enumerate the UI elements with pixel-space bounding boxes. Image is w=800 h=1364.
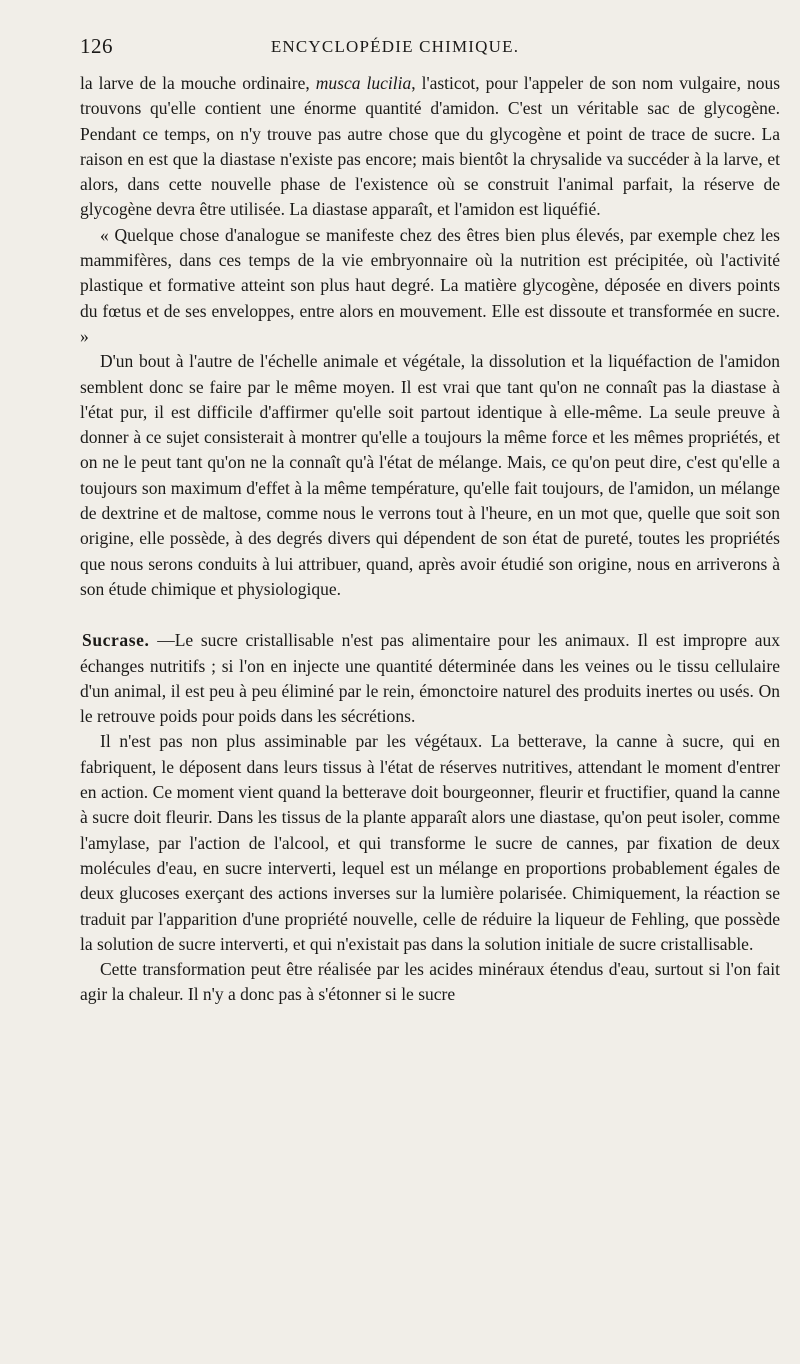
- paragraph-transformation: Cette transformation peut être réalisée par les acides minéraux étendus d'eau, surtout si l'on fait agir la chaleur. Il n'y a donc pas à s'étonner si le sucre: [80, 959, 780, 1005]
- running-title: ENCYCLOPÉDIE CHIMIQUE.: [270, 37, 520, 56]
- paragraph-larva-text-a: la larve de la mouche ordinaire,: [80, 73, 316, 93]
- section-heading-sucrase: Sucrase.: [82, 630, 150, 651]
- page-number: 126: [80, 34, 113, 58]
- body-text: [80, 71, 780, 1008]
- paragraph-larva: [80, 71, 780, 223]
- paragraph-larva-text-b: , l'asticot, pour l'appeler de son nom vulgaire, nous trouvons qu'elle contient une énorme quantité d'amidon. C'est un véritable sac de glycogène. Pendant ce temps, on n'y trouve pas autre chose que du glycogène et point de trace de sucre. La raison en est que la diastase n'existe pas encore; mais bientôt la chrysalide va succéder à la larve, et alors, dans cette nouvelle phase de l'existence où se construit l'animal parfait, la réserve de glycogène devra être utilisée. La diastase apparaît, et l'amidon est liquéfié.: [80, 73, 781, 220]
- paragraph-sucrase: [80, 628, 780, 729]
- latin-species-name: musca lucilia: [315, 73, 412, 93]
- paragraph-sucrase-text: —Le sucre cristallisable n'est pas alimentaire pour les animaux. Il est impropre aux échanges nutritifs ; si l'on en injecte une quantité déterminée dans les veines ou le tissu cellulaire d'un animal, il est peu à peu éliminé par le rein, émonctoire naturel des produits inertes ou usés. On le retrouve poids pour poids dans les sécrétions.: [80, 630, 780, 727]
- paragraph-quotation: « Quelque chose d'analogue se manifeste chez des êtres bien plus élevés, par exemple chez les mammifères, dans ces temps de la vie embryonnaire où la nutrition est précipitée, où l'activité plastique et formative atteint son plus haut degré. La matière glycogène, déposée en divers points du fœtus et de ses enveloppes, entre alors en mouvement. Elle est dissoute et transformée en sucre. »: [80, 224, 780, 346]
- paragraph-diastase: D'un bout à l'autre de l'échelle animale et végétale, la dissolution et la liquéfaction de l'amidon semblent donc se faire par le même moyen. Il est vrai que tant qu'on ne connaît pas la diastase à l'état pur, il est difficile d'affirmer qu'elle soit partout identique à elle-même. La seule preuve à donner à ce sujet consisterait à montrer qu'elle a toujours la même force et les mêmes propriétés, et on ne le peut tant qu'on ne la connaît qu'à l'état de mélange. Mais, ce qu'on peut dire, c'est qu'elle a toujours son maximum d'effet à la même température, qu'elle fait toujours, de l'amidon, un mélange de dextrine et de maltose, comme nous le verrons tout à l'heure, en un mot que, quelle que soit son origine, elle possède, à des degrés divers qui dépendent de son état de pureté, toutes les propriétés que nous serons conduits à lui attribuer, quand, après avoir étudié son origine, nous en arriverons à son étude chimique et physiologique.: [80, 351, 780, 599]
- page-header: [80, 34, 780, 64]
- paragraph-vegetaux: Il n'est pas non plus assiminable par les végétaux. La betterave, la canne à sucre, qui en fabriquent, le déposent dans leurs tissus à l'état de réserves nutritives, attendant le moment d'entrer en action. Ce moment vient quand la betterave doit bourgeonner, fleurir et fructifier, quand la canne à sucre doit fleurir. Dans les tissus de la plante apparaît alors une diastase, qu'on peut isoler, comme l'amylase, par l'action de l'alcool, et qui transforme le sucre de cannes, par fixation de deux molécules d'eau, en sucre interverti, lequel est un mélange en proportions probablement égales de deux glucoses exerçant des actions inverses sur la lumière polarisée. Chimiquement, la réaction se traduit par l'apparition d'une propriété nouvelle, celle de réduire la liqueur de Fehling, que possède la solution de sucre interverti, et qui n'existait pas dans la solution initiale de sucre cristallisable.: [80, 731, 780, 954]
